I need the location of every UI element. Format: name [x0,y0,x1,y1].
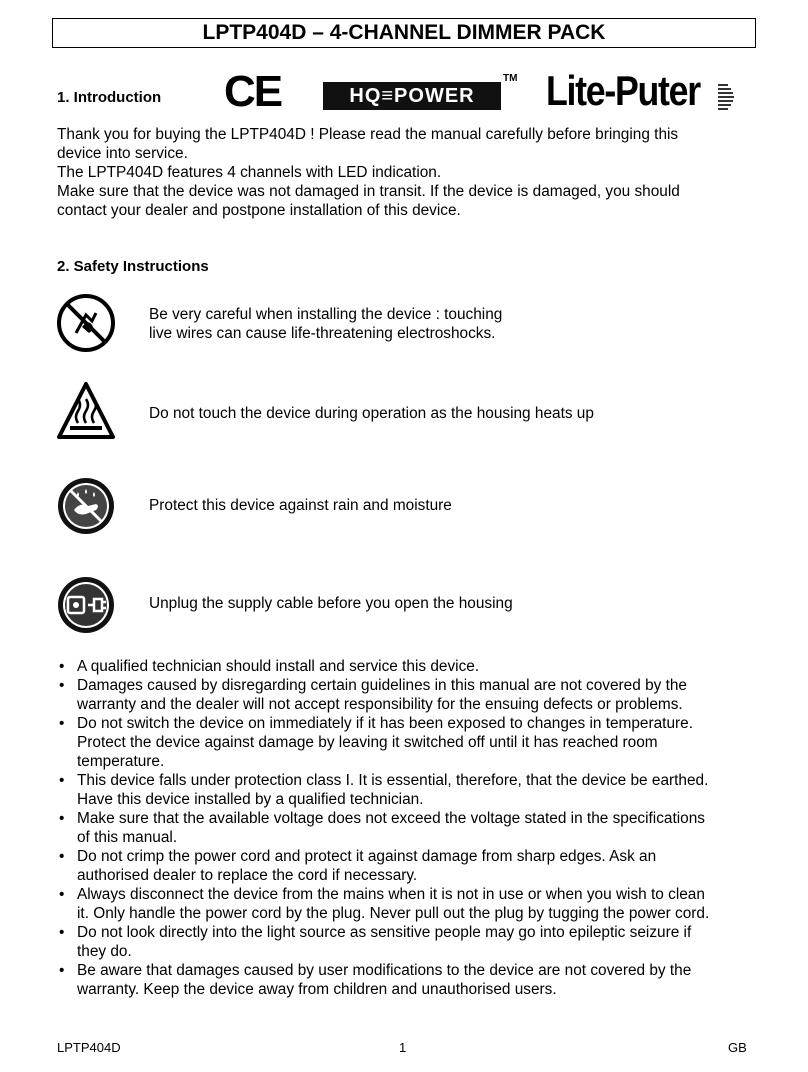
hot-surface-warning-icon [56,381,116,441]
introduction-paragraph [57,125,757,220]
bullet-line: warranty. Keep the device away from children and unauthorised users. [77,981,557,998]
electrocution-warning-icon [56,293,116,353]
list-item [57,885,757,923]
lite-puter-mark-icon [718,82,738,110]
lite-puter-logo: Lite-Puter [546,67,700,114]
warning-line: Be very careful when installing the device : touching [149,306,503,323]
footer-model: LPTP404D [57,1040,121,1055]
list-item [57,676,757,714]
moisture-protection-icon [56,476,116,536]
bullet-line: Have this device installed by a qualified technician. [77,791,424,808]
intro-line: contact your dealer and postpone installation of this device. [57,202,461,219]
warning-line: live wires can cause life-threatening electroshocks. [149,325,496,342]
bullet-line: • Do not crimp the power cord and protect it against damage from sharp edges. Ask an [77,848,657,865]
warning-text-unplug [149,594,513,613]
footer-page-number: 1 [399,1040,407,1055]
bullet-line: authorised dealer to replace the cord if necessary. [77,867,418,884]
bullet-line: Protect the device against damage by leaving it switched off until it has reached room [77,734,658,751]
bullet-line: • Do not look directly into the light source as sensitive people may go into epileptic seizure if [77,924,692,941]
bullet-line: it. Only handle the power cord by the plug. Never pull out the plug by tugging the power cord. [77,905,710,922]
safety-bullet-list [57,657,757,999]
intro-line: device into service. [57,145,188,162]
bullet-line: • Damages caused by disregarding certain guidelines in this manual are not covered by the [77,677,687,694]
bullet-line: • A qualified technician should install and service this device. [77,658,480,675]
bullet-line: • This device falls under protection class I. It is essential, therefore, that the device be earthed. [77,772,709,789]
warning-line: Protect this device against rain and moisture [149,497,452,514]
list-item [57,809,757,847]
trademark-mark: TM [503,73,518,84]
list-item [57,847,757,885]
warning-text-electrocution [149,305,502,343]
bullet-line: • Always disconnect the device from the mains when it is not in use or when you wish to clean [77,886,705,903]
bullet-line: • Be aware that damages caused by user modifications to the device are not covered by the [77,962,692,979]
bullet-line: • Do not switch the device on immediately if it has been exposed to changes in temperature. [77,715,693,732]
list-item [57,657,757,676]
bullet-line: temperature. [77,753,165,770]
ce-logo: CE [224,67,282,116]
list-item [57,923,757,961]
bullet-line: they do. [77,943,132,960]
list-item [57,961,757,999]
list-item [57,771,757,809]
page-title: LPTP404D – 4-CHANNEL DIMMER PACK [52,18,756,48]
section-heading-safety: 2. Safety Instructions [57,258,209,275]
bullet-line: of this manual. [77,829,178,846]
bullet-line: • Make sure that the available voltage does not exceed the voltage stated in the specifications [77,810,705,827]
warning-text-hot-surface [149,404,594,423]
intro-line: Make sure that the device was not damaged in transit. If the device is damaged, you should [57,183,680,200]
intro-line: The LPTP404D features 4 channels with LED indication. [57,164,442,181]
bullet-line: warranty and the dealer will not accept responsibility for the ensuing defects or problems. [77,696,683,713]
footer-language: GB [728,1040,747,1055]
list-item [57,714,757,771]
warning-line: Do not touch the device during operation as the housing heats up [149,405,594,422]
unplug-icon [56,575,116,635]
intro-line: Thank you for buying the LPTP404D ! Please read the manual carefully before bringing this [57,126,679,143]
hq-power-logo: HQ≡POWER [323,82,501,110]
warning-line: Unplug the supply cable before you open the housing [149,595,513,612]
section-heading-introduction: 1. Introduction [57,89,162,106]
warning-text-moisture [149,496,452,515]
